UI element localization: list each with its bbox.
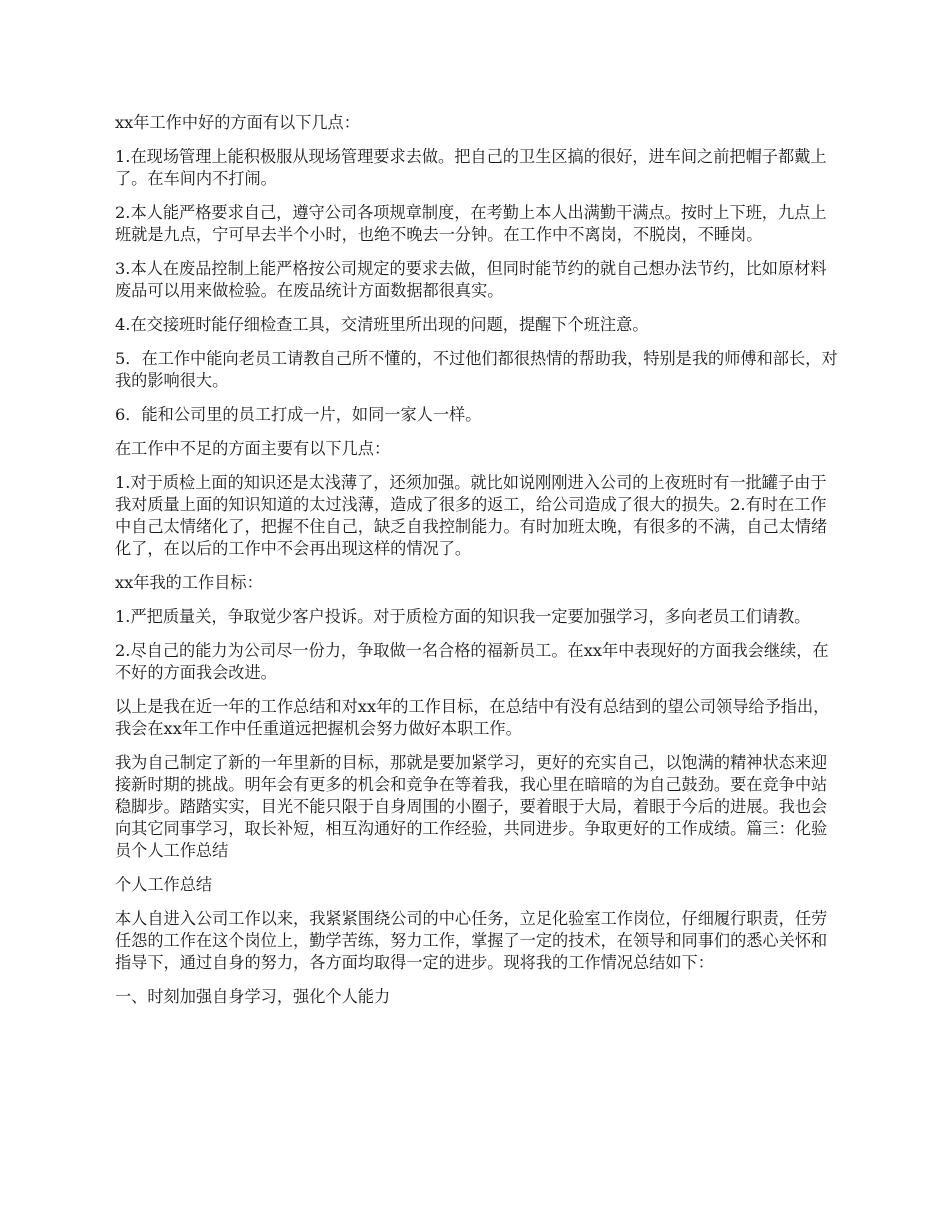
personal-summary-intro: 本人自进入公司工作以来，我紧紧围绕公司的中心任务，立足化验室工作岗位，仔细履行职责，任劳任怨的工作在这个岗位上，勤学苦练，努力工作，掌握了一定的技术，在领导和同事们的悉心关怀和指导下，通过自身的努力，各方面均取得一定的进步。现将我的工作情况总结如下： (115, 909, 828, 972)
section-heading-weaknesses: 在工作中不足的方面主要有以下几点： (115, 439, 391, 458)
strength-item-1: 1.在现场管理上能积极服从现场管理要求去做。把自己的卫生区搞的很好，进车间之前把帽子都戴上了。在车间内不打闹。 (115, 147, 827, 188)
strength-item-3: 3.本人在废品控制上能严格按公司规定的要求去做，但同时能节约的就自己想办法节约，比如原材料废品可以用来做检验。在废品统计方面数据都很真实。 (115, 259, 827, 300)
section-heading-personal-summary: 个人工作总结 (115, 875, 213, 894)
strength-item-5: 5．在工作中能向老员工请教自己所不懂的，不过他们都很热情的帮助我，特别是我的师傅和部长，对我的影响很大。 (115, 349, 838, 390)
section-heading-strengths: xx年工作中好的方面有以下几点： (115, 113, 360, 132)
strength-item-6: 6．能和公司里的员工打成一片，如同一家人一样。 (115, 405, 482, 424)
strength-item-4: 4.在交接班时能仔细检查工具，交清班里所出现的问题，提醒下个班注意。 (115, 315, 649, 334)
weakness-items: 1.对于质检上面的知识还是太浅薄了，还须加强。就比如说刚刚进入公司的上夜班时有一批罐子由于我对质量上面的知识知道的太过浅薄，造成了很多的返工，给公司造成了很大的损失。2.有时在工作中自己太情绪化了，把握不住自己，缺乏自我控制能力。有时加班太晚，有很多的不满，自己太情绪化了，在以后的工作中不会再出现这样的情况了。 (115, 473, 828, 558)
document-body (115, 112, 840, 1020)
section-heading-goals: xx年我的工作目标： (115, 573, 263, 592)
subsection-heading-1: 一、时刻加强自身学习，强化个人能力 (115, 987, 391, 1006)
goal-item-2: 2.尽自己的能力为公司尽一份力，争取做一名合格的福新员工。在xx年中表现好的方面我会继续，在不好的方面我会改进。 (115, 641, 829, 682)
strength-item-2: 2.本人能严格要求自己，遵守公司各项规章制度，在考勤上本人出满勤干满点。按时上下班，九点上班就是九点，宁可早去半个小时，也绝不晚去一分钟。在工作中不离岗，不脱岗，不睡岗。 (115, 203, 827, 244)
new-goals-paragraph: 我为自己制定了新的一年里新的目标，那就是要加紧学习，更好的充实自己，以饱满的精神状态来迎接新时期的挑战。明年会有更多的机会和竞争在等着我，我心里在暗暗的为自己鼓劲。要在竞争中站稳脚步。踏踏实实，目光不能只限于自身周围的小圈子，要着眼于大局，着眼于今后的进展。我也会向其它同事学习，取长补短，相互沟通好的工作经验，共同进步。争取更好的工作成绩。篇三：化验员个人工作总结 (115, 753, 828, 860)
goal-item-1: 1.严把质量关，争取觉少客户投诉。对于质检方面的知识我一定要加强学习，多向老员工们请教。 (115, 607, 811, 626)
summary-paragraph: 以上是我在近一年的工作总结和对xx年的工作目标，在总结中有没有总结到的望公司领导给予指出，我会在xx年工作中任重道远把握机会努力做好本职工作。 (115, 697, 830, 738)
